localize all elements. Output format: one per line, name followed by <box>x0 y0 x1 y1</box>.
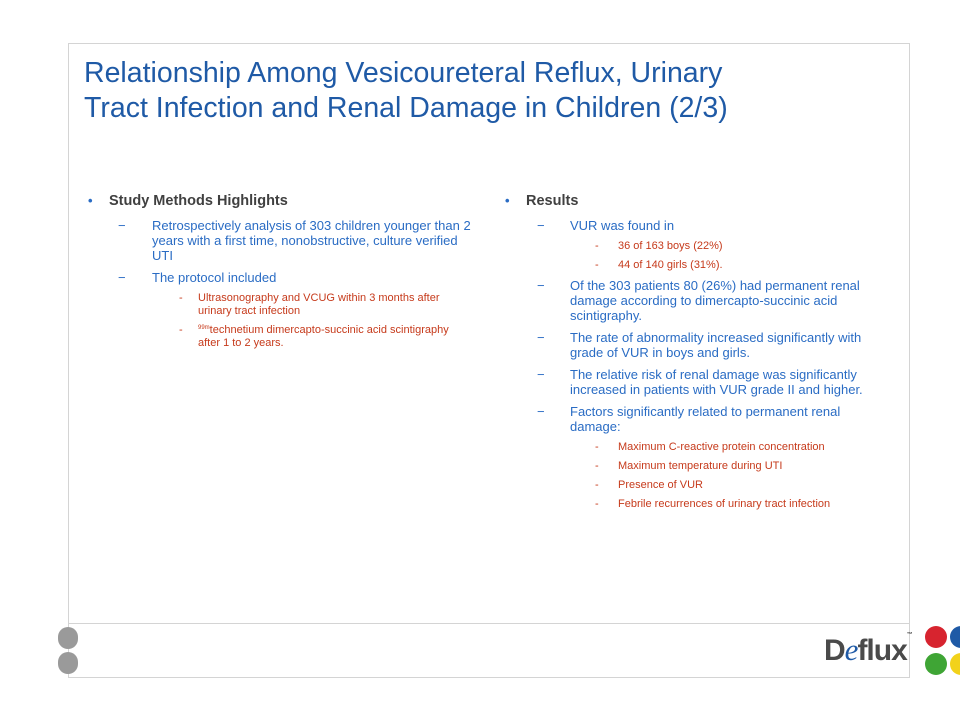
sub-list-item-text: Presence of VUR <box>618 479 703 491</box>
deflux-logo <box>824 632 913 668</box>
title-line-1: Relationship Among Vesicoureteral Reflux, Urinary <box>84 57 723 89</box>
list-item-text: Of the 303 patients 80 (26%) had permanent renal damage according to dimercapto-succinic acid scintigraphy. <box>570 278 860 323</box>
list-item-text: Retrospectively analysis of 303 children younger than 2 years with a first time, nonobstructive, culture verified UTI <box>152 218 471 263</box>
bullet-icon: • <box>505 193 510 208</box>
sub-list-item <box>595 259 875 272</box>
dash-icon: - <box>595 441 599 453</box>
sub-list-item-text: Maximum temperature during UTI <box>618 460 783 472</box>
study-methods-heading <box>88 193 473 209</box>
list-item <box>537 404 875 434</box>
footer-tab-top <box>58 627 78 649</box>
sub-list-item-text: technetium dimercapto-succinic acid scintigraphy after 1 to 2 years. <box>198 324 449 349</box>
list-item-text: Factors significantly related to permanent renal damage: <box>570 404 841 434</box>
list-item <box>537 278 875 323</box>
dash-icon: - <box>595 460 599 472</box>
list-item <box>537 330 875 360</box>
logo-letter-e: e <box>844 632 858 667</box>
footer-tab-bottom <box>58 652 78 674</box>
dash-icon: - <box>595 240 599 252</box>
sub-list-item-text: 44 of 140 girls (31%). <box>618 259 723 271</box>
sub-list-item <box>595 460 875 473</box>
dash-icon: - <box>179 324 183 336</box>
results-column <box>505 193 875 517</box>
heading-text: Study Methods Highlights <box>109 193 288 209</box>
list-item <box>118 270 473 285</box>
title-line-2: Tract Infection and Renal Damage in Children (2/3) <box>84 92 728 124</box>
list-item-text: The rate of abnormality increased significantly with grade of VUR in boys and girls. <box>570 330 862 360</box>
red-dot-icon <box>925 626 947 648</box>
green-dot-icon <box>925 653 947 675</box>
dash-icon: − <box>537 278 545 293</box>
sub-list-item <box>595 441 875 454</box>
logo-letter-d: D <box>824 634 845 667</box>
dash-icon: − <box>537 367 545 382</box>
results-heading <box>505 193 875 209</box>
footer-divider <box>68 623 910 624</box>
dash-icon: − <box>118 270 126 285</box>
logo-trademark: ™ <box>906 632 913 638</box>
list-item <box>118 218 473 263</box>
sub-list-item <box>595 240 875 253</box>
sub-list-item-text: Maximum C-reactive protein concentration <box>618 441 825 453</box>
dash-icon: − <box>537 218 545 233</box>
list-item-text: The protocol included <box>152 270 277 285</box>
dash-icon: − <box>118 218 126 233</box>
dash-icon: - <box>179 292 183 304</box>
list-item <box>537 367 875 397</box>
dash-icon: - <box>595 259 599 271</box>
list-item <box>537 218 875 233</box>
yellow-dot-icon <box>950 653 960 675</box>
slide-title <box>84 56 844 126</box>
list-item-text: The relative risk of renal damage was significantly increased in patients with VUR grade II and higher. <box>570 367 863 397</box>
sub-list-item <box>595 479 875 492</box>
blue-dot-icon <box>950 626 960 648</box>
logo-text-flux: flux <box>857 634 907 667</box>
dash-icon: - <box>595 498 599 510</box>
list-item-text: VUR was found in <box>570 218 675 233</box>
sub-list-item <box>179 324 473 350</box>
sub-list-item-text: Ultrasonography and VCUG within 3 months after urinary tract infection <box>198 292 440 317</box>
study-methods-column <box>88 193 473 356</box>
dash-icon: − <box>537 404 545 419</box>
sub-list-item <box>595 498 875 511</box>
isotope-superscript: 99m <box>198 325 210 331</box>
bullet-icon: • <box>88 193 93 208</box>
sub-list-item-text: Febrile recurrences of urinary tract infection <box>618 498 831 510</box>
dash-icon: − <box>537 330 545 345</box>
sub-list-item <box>179 292 473 318</box>
heading-text: Results <box>526 193 579 209</box>
sub-list-item-text: 36 of 163 boys (22%) <box>618 240 723 252</box>
dash-icon: - <box>595 479 599 491</box>
sub-list-item-content <box>198 324 473 350</box>
